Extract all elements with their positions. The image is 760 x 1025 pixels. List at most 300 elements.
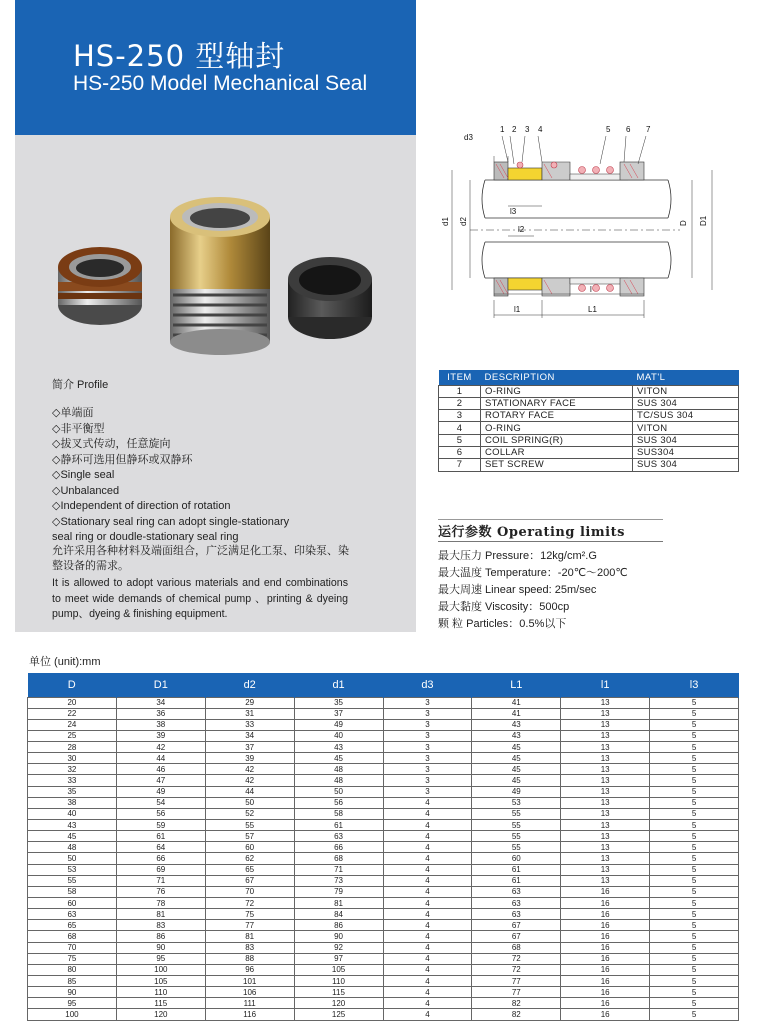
table-cell: 40 [294,730,383,741]
table-cell: 4 [383,942,472,953]
table-cell: 41 [472,697,561,708]
feature-item: ◇静环可选用但静环或双静环 [52,453,193,466]
table-cell: 5 [650,831,739,842]
label-1: 1 [500,125,505,134]
table-cell: 52 [205,808,294,819]
table-cell: 30 [28,753,117,764]
table-cell: 3 [383,719,472,730]
table-cell: 62 [205,853,294,864]
table-cell: 39 [205,753,294,764]
table-cell: O-RING [481,422,633,434]
table-row [28,987,739,998]
table-cell: 48 [294,775,383,786]
table-cell: STATIONARY FACE [481,397,633,409]
table-cell: 5 [650,875,739,886]
table-cell: 4 [383,953,472,964]
dimensions-table-body [28,697,739,1020]
table-cell: 5 [650,786,739,797]
table-cell: 4 [383,797,472,808]
table-cell: 5 [650,808,739,819]
table-cell: 95 [116,953,205,964]
table-cell: 16 [561,886,650,897]
table-cell: 73 [294,875,383,886]
table-cell: 6 [439,446,481,458]
table-cell: 63 [294,831,383,842]
table-cell: 13 [561,786,650,797]
table-cell: 44 [205,786,294,797]
table-cell: 39 [116,730,205,741]
table-cell: 85 [28,976,117,987]
table-cell: 4 [383,998,472,1009]
title-chinese: HS-250 型轴封 [73,39,286,73]
table-cell: 45 [294,753,383,764]
table-cell: 68 [294,853,383,864]
table-cell: 72 [472,953,561,964]
table-cell: 72 [472,964,561,975]
table-cell: 13 [561,864,650,875]
table-row [439,397,739,409]
table-cell: 45 [472,764,561,775]
table-row [28,831,739,842]
parts-table-header [439,370,739,385]
table-cell: 55 [472,831,561,842]
table-cell: 61 [294,820,383,831]
table-row [28,875,739,886]
dimensions-table-header [28,673,739,697]
label-l2: l2 [518,225,525,234]
table-cell: 110 [294,976,383,987]
table-cell: 45 [472,753,561,764]
table-cell: 5 [650,753,739,764]
table-cell: 35 [28,786,117,797]
operating-limit-line: 最大黏度 Viscosity：500cp [438,601,570,613]
table-cell: 95 [28,998,117,1009]
table-row [439,385,739,397]
table-cell: 67 [205,875,294,886]
table-cell: 66 [294,842,383,853]
table-cell: 54 [116,797,205,808]
table-cell: 13 [561,853,650,864]
label-2: 2 [512,125,517,134]
label-D1: D1 [699,215,708,226]
description-chinese: 允许采用各种材料及端面组合，广泛满足化工泵、印染泵、染整设备的需求。 [52,545,349,572]
table-cell: 105 [294,964,383,975]
table-cell: 56 [116,808,205,819]
table-cell: 5 [650,864,739,875]
table-cell: 4 [383,842,472,853]
table-cell: 77 [472,987,561,998]
table-cell: 57 [205,831,294,842]
table-cell: 49 [116,786,205,797]
table-row [28,842,739,853]
table-cell: 42 [205,775,294,786]
table-cell: 25 [28,730,117,741]
table-cell: 45 [472,742,561,753]
table-cell: 58 [294,808,383,819]
table-cell: 5 [650,987,739,998]
table-cell: 13 [561,697,650,708]
table-cell: 83 [116,920,205,931]
table-cell: 3 [383,742,472,753]
table-cell: 4 [383,987,472,998]
table-cell: 5 [650,931,739,942]
table-cell: 97 [294,953,383,964]
table-row [439,446,739,458]
table-row [28,730,739,741]
table-cell: 53 [28,864,117,875]
table-cell: 72 [205,898,294,909]
table-cell: O-RING [481,385,633,397]
table-cell: 13 [561,708,650,719]
feature-item: ◇Independent of direction of rotation [52,500,231,512]
table-cell: 3 [383,708,472,719]
table-cell: 3 [383,764,472,775]
table-cell: 75 [205,909,294,920]
table-cell: 50 [294,786,383,797]
table-cell: 5 [650,697,739,708]
table-cell: 41 [472,708,561,719]
table-cell: 16 [561,953,650,964]
table-cell: 16 [561,942,650,953]
table-cell: 84 [294,909,383,920]
table-cell: 5 [650,1009,739,1020]
table-cell: 49 [294,719,383,730]
table-row [28,886,739,897]
profile-heading: 简介 Profile [52,379,109,391]
rotary-unit-image [170,197,270,355]
operating-limit-line: 最大压力 Pressure：12kg/cm².G [438,550,597,562]
table-cell: 40 [28,808,117,819]
table-cell: 96 [205,964,294,975]
description-english: It is allowed to adopt various materials and end combinations to meet wide demands of chemical pump 、printing & dyeing pump、dyeing & finishing equipment. [52,577,348,620]
label-L1: L1 [588,305,597,314]
label-4: 4 [538,125,543,134]
col-header: d1 [294,673,383,697]
table-cell: 16 [561,998,650,1009]
operating-limits-title: 运行参数 Operating limits [438,525,625,540]
table-cell: 58 [28,886,117,897]
label-d1: d1 [441,217,450,226]
table-cell: 71 [116,875,205,886]
table-cell: 69 [116,864,205,875]
feature-item: ◇拔叉式传动，任意旋向 [52,438,171,450]
table-cell: 5 [650,719,739,730]
table-cell: 3 [383,786,472,797]
table-cell: COLLAR [481,446,633,458]
table-cell: 115 [294,987,383,998]
label-l1: l1 [514,305,521,314]
table-cell: 33 [28,775,117,786]
table-cell: 106 [205,987,294,998]
table-cell: 37 [205,742,294,753]
table-cell: 45 [472,775,561,786]
table-cell: 4 [383,1009,472,1020]
table-cell: 13 [561,730,650,741]
table-row [28,786,739,797]
table-cell: ROTARY FACE [481,410,633,422]
table-cell: 48 [28,842,117,853]
table-cell: VITON [633,385,739,397]
drawing-labels [441,125,708,314]
table-row [439,410,739,422]
table-cell: 110 [116,987,205,998]
operating-limit-line: 最大周速 Linear speed: 25m/sec [438,584,597,596]
table-cell: 53 [472,797,561,808]
table-row [28,764,739,775]
table-cell: 13 [561,775,650,786]
product-panel [15,135,416,632]
table-cell: 16 [561,931,650,942]
table-row [28,742,739,753]
table-cell: 44 [116,753,205,764]
table-cell: 101 [205,976,294,987]
table-cell: 59 [116,820,205,831]
table-cell: 16 [561,987,650,998]
table-cell: 35 [294,697,383,708]
table-cell: 47 [116,775,205,786]
table-cell: 4 [383,886,472,897]
table-cell: 78 [116,898,205,909]
table-cell: 20 [28,697,117,708]
col-header: d3 [383,673,472,697]
table-cell: 48 [294,764,383,775]
table-cell: 55 [472,842,561,853]
label-3: 3 [525,125,530,134]
table-cell: 13 [561,753,650,764]
table-cell: 90 [294,931,383,942]
table-cell: 61 [472,875,561,886]
table-cell: 13 [561,875,650,886]
table-cell: 5 [650,842,739,853]
table-cell: 90 [116,942,205,953]
col-header: d2 [205,673,294,697]
table-cell: 29 [205,697,294,708]
title-english: HS-250 Model Mechanical Seal [73,72,368,95]
table-cell: 92 [294,942,383,953]
table-cell: 5 [650,853,739,864]
col-header: L1 [472,673,561,697]
table-cell: 50 [205,797,294,808]
table-cell: 7 [439,459,481,471]
table-cell: 75 [28,953,117,964]
table-cell: 55 [472,820,561,831]
table-cell: 86 [116,931,205,942]
table-cell: 64 [116,842,205,853]
label-d3: d3 [464,133,473,142]
table-cell: 5 [439,434,481,446]
table-cell: 16 [561,920,650,931]
table-cell: 4 [439,422,481,434]
table-cell: 5 [650,898,739,909]
table-cell: 5 [650,886,739,897]
table-cell: 3 [383,730,472,741]
table-cell: COIL SPRING(R) [481,434,633,446]
table-cell: 4 [383,976,472,987]
table-cell: 71 [294,864,383,875]
table-cell: 4 [383,853,472,864]
table-cell: 13 [561,797,650,808]
col-header: l3 [650,673,739,697]
table-cell: 4 [383,931,472,942]
table-cell: SUS 304 [633,459,739,471]
table-cell: 100 [28,1009,117,1020]
feature-item: ◇Unbalanced [52,484,120,497]
table-cell: 63 [28,909,117,920]
table-cell: 5 [650,742,739,753]
table-cell: 16 [561,898,650,909]
table-cell: 4 [383,808,472,819]
table-cell: 63 [472,886,561,897]
table-cell: 115 [116,998,205,1009]
carbon-ring-image [288,257,372,339]
table-row [28,775,739,786]
table-cell: 31 [205,708,294,719]
sectional-drawing [430,118,750,328]
table-cell: 63 [472,909,561,920]
table-row [28,920,739,931]
table-cell: 37 [294,708,383,719]
table-cell: 4 [383,964,472,975]
table-cell: 125 [294,1009,383,1020]
table-cell: 16 [561,964,650,975]
table-row [28,931,739,942]
parts-table [438,370,739,472]
table-cell: 16 [561,976,650,987]
table-cell: 5 [650,764,739,775]
table-cell: 56 [294,797,383,808]
table-cell: 34 [205,730,294,741]
operating-limit-line: 最大温度 Temperature：-20℃～200℃ [438,567,628,579]
feature-item: ◇单端面 [52,407,94,419]
label-l: l [590,285,592,294]
table-cell: 49 [472,786,561,797]
table-cell: 70 [28,942,117,953]
table-cell: 81 [205,931,294,942]
table-cell: 67 [472,920,561,931]
table-cell: 43 [28,820,117,831]
dimensions-table [27,673,739,1021]
table-cell: 28 [28,742,117,753]
table-cell: 5 [650,964,739,975]
operating-limits-list [438,548,628,633]
table-cell: 82 [472,1009,561,1020]
unit-label: 单位 (unit):mm [29,656,101,668]
table-cell: 13 [561,742,650,753]
table-cell: 4 [383,831,472,842]
col-header: D [28,673,117,697]
table-cell: 5 [650,708,739,719]
operating-limit-line: 颗 粒 Particles：0.5%以下 [438,618,567,630]
table-cell: 4 [383,864,472,875]
table-cell: 5 [650,797,739,808]
table-row [28,942,739,953]
table-row [28,976,739,987]
table-cell: 13 [561,764,650,775]
table-cell: 43 [472,719,561,730]
table-cell: 13 [561,831,650,842]
table-cell: 76 [116,886,205,897]
title-banner [15,0,416,135]
table-row [28,797,739,808]
col-material: MAT'L [633,370,739,385]
table-cell: 116 [205,1009,294,1020]
table-cell: 66 [116,853,205,864]
table-row [439,434,739,446]
table-cell: 43 [472,730,561,741]
product-photo [55,187,375,357]
table-row [28,998,739,1009]
table-cell: 5 [650,920,739,931]
table-cell: 5 [650,998,739,1009]
col-description: DESCRIPTION [481,370,633,385]
table-cell: 42 [116,742,205,753]
table-cell: SUS 304 [633,397,739,409]
table-cell: 5 [650,909,739,920]
table-cell: 36 [116,708,205,719]
table-cell: 13 [561,808,650,819]
table-cell: 24 [28,719,117,730]
table-cell: 1 [439,385,481,397]
table-cell: 88 [205,953,294,964]
table-row [28,1009,739,1020]
table-cell: 63 [472,898,561,909]
table-cell: 100 [116,964,205,975]
table-cell: 55 [205,820,294,831]
table-cell: 46 [116,764,205,775]
label-l3: l3 [510,207,517,216]
label-d2: d2 [459,217,468,226]
table-cell: 3 [439,410,481,422]
table-cell: 70 [205,886,294,897]
table-cell: 81 [116,909,205,920]
table-cell: 42 [205,764,294,775]
table-cell: 105 [116,976,205,987]
table-cell: 43 [294,742,383,753]
table-row [28,719,739,730]
table-cell: SET SCREW [481,459,633,471]
table-cell: 60 [472,853,561,864]
table-cell: 16 [561,1009,650,1020]
table-cell: 120 [294,998,383,1009]
table-cell: 90 [28,987,117,998]
table-cell: 4 [383,909,472,920]
table-row [28,864,739,875]
table-row [439,459,739,471]
table-row [28,753,739,764]
table-cell: 5 [650,730,739,741]
col-header: D1 [116,673,205,697]
table-cell: 2 [439,397,481,409]
parts-table-body [439,385,739,471]
table-cell: 81 [294,898,383,909]
table-row [28,964,739,975]
table-cell: 50 [28,853,117,864]
table-cell: VITON [633,422,739,434]
table-cell: 16 [561,909,650,920]
table-cell: 33 [205,719,294,730]
table-cell: 22 [28,708,117,719]
table-cell: 5 [650,775,739,786]
table-cell: 4 [383,920,472,931]
table-cell: 61 [472,864,561,875]
feature-list [52,406,352,546]
table-row [28,808,739,819]
table-row [28,820,739,831]
label-5: 5 [606,125,611,134]
table-cell: 65 [28,920,117,931]
table-cell: 5 [650,953,739,964]
table-cell: 80 [28,964,117,975]
